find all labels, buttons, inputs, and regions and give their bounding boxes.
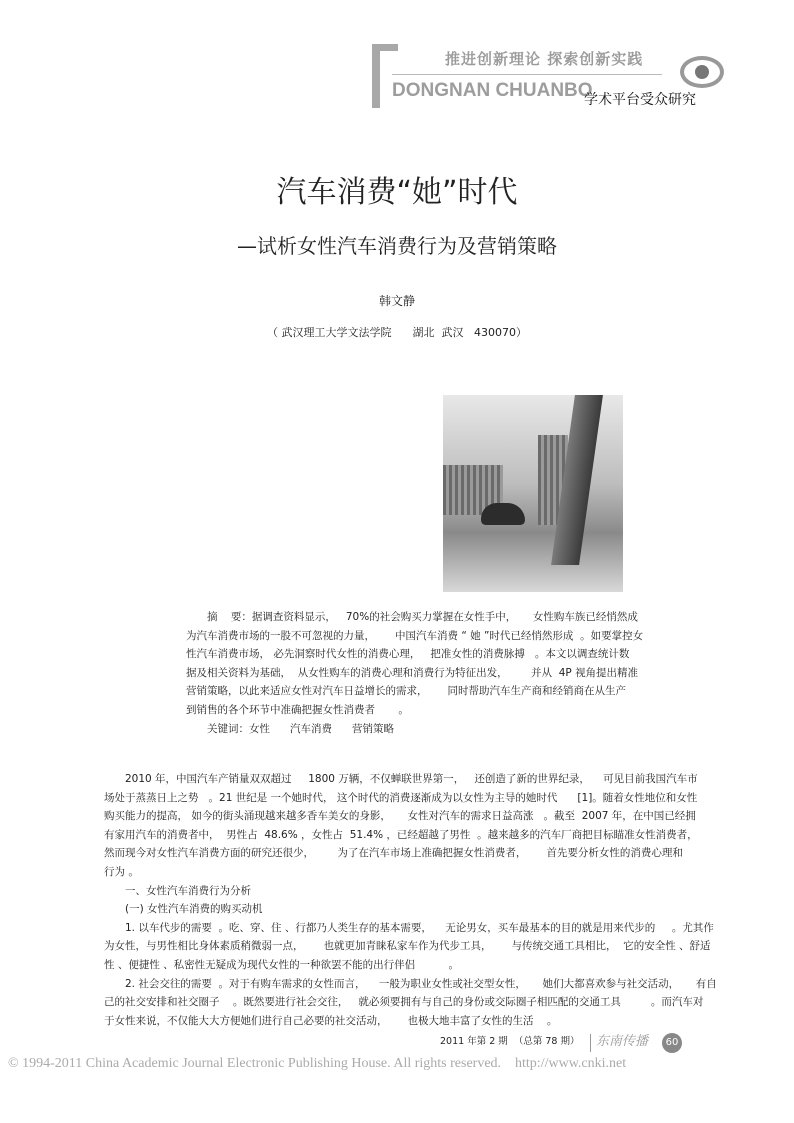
body-line: 然而现今对女性汽车消费方面的研究还很少， 为了在汽车市场上准确把握女性消费者， 首先要分析女性的消费心理和 [104, 847, 683, 860]
journal-slogan: 推进创新理论 探索创新实践 [445, 50, 644, 68]
body-line: 性 、便捷性 、私密性无疑成为现代女性的一种欲罢不能的出行伴侣 。 [104, 958, 460, 971]
body-line: 于女性来说，不仅能大大方便她们进行自己必要的社交活动， 也极大地丰富了女性的生活 。 [104, 1014, 558, 1027]
abstract [186, 608, 643, 738]
journal-brand: DONGNAN CHUANBO [392, 80, 593, 101]
abstract-line: 营销策略，以此来适应女性对汽车日益增长的需求， 同时帮助汽车生产商和经销商在从生产 [186, 685, 627, 698]
abstract-line: 为汽车消费市场的一股不可忽视的力量， 中国汽车消费 “ 她 ”时代已经悄然形成 。如要掌控女 [186, 629, 644, 642]
header-bracket-top [372, 44, 398, 51]
abstract-line: 据及相关资料为基础， 从女性购车的消费心理和消费行为特征出发， 并从 4P 视角提出精准 [186, 666, 639, 679]
copyright: © 1994-2011 China Academic Journal Electronic Publishing House. All rights reserved. http://www.cnki.net [8, 1056, 627, 1071]
affiliation: （ 武汉理工大学文法学院 湖北 武汉 430070） [267, 326, 527, 339]
author: 韩文静 [378, 294, 415, 308]
issue-info: 2011 年第 2 期 （总第 78 期） [440, 1036, 580, 1047]
body-line: 场处于蒸蒸日上之势 。21 世纪是 一个她时代， 这个时代的消费逐渐成为以女性为主导的她时代 [1]。随着女性地位和女性 [104, 791, 698, 804]
header-bracket [372, 44, 380, 108]
abstract-line: 到销售的各个环节中准确把握女性消费者 。 [186, 703, 409, 716]
body-line: (一) 女性汽车消费的购买动机 [125, 903, 263, 916]
body-line: 为女性，与男性相比身体素质稍微弱一点， 也就更加青睐私家车作为代步工具， 与传统交通工具相比， 它的安全性 、舒适 [104, 940, 711, 953]
footer-brand: 东南传播 [596, 1034, 649, 1049]
body-line: 购买能力的提高， 如今的街头涌现越来越多香车美女的身影， 女性对汽车的需求日益高涨 。截至 2007 年，在中国已经拥 [104, 810, 696, 823]
abstract-line: 性汽车消费市场， 必先洞察时代女性的消费心理， 把准女性的消费脉搏 。本文以调查统计数 [186, 648, 630, 661]
body-line: 1. 以车代步的需要 。吃、穿、住 、行都乃人类生存的基本需要， 无论男女，买车最基本的目的就是用来代步的 。尤其作 [125, 921, 714, 934]
header-divider [392, 74, 662, 75]
footer-divider [590, 1034, 591, 1052]
article-title: 汽车消费“她”时代 [276, 175, 518, 210]
body-line: 己的社交安排和社交圈子 。既然要进行社会交往， 就必须要拥有与自己的身份或交际圈子相匹配的交通工具 。而汽车对 [104, 996, 704, 1009]
article-subtitle: —试析女性汽车消费行为及营销策略 [237, 234, 557, 258]
page-number: 60 [662, 1033, 682, 1053]
body-line: 有家用汽车的消费者中， 男性占 48.6% ，女性占 51.4% ，已经超越了男性 。越来越多的汽车厂商把目标瞄准女性消费者， [104, 828, 698, 841]
body-line: 行为 。 [104, 865, 139, 878]
keywords: 关键词：女性 汽车消费 营销策略 [207, 722, 395, 735]
body-line: 2010 年，中国汽车产销量双双超过 1800 万辆，不仅蝉联世界第一， 还创造了新的世界纪录， 可见目前我国汽车市 [125, 773, 698, 785]
article-photo [443, 395, 623, 592]
car [481, 503, 525, 525]
body-line: 2. 社会交往的需要 。对于有购车需求的女性而言， 一般为职业女性或社交型女性， 她们大都喜欢参与社交活动， 有自 [125, 977, 717, 990]
column-name: 学术平台受众研究 [584, 92, 696, 108]
body-line: 一、女性汽车消费行为分析 [125, 884, 251, 897]
abstract-line: 摘 要：据调查资料显示， 70%的社会购买力掌握在女性手中， 女性购车族已经悄然成 [207, 611, 638, 623]
body-text [104, 770, 717, 1030]
eye-logo-icon [680, 56, 724, 88]
